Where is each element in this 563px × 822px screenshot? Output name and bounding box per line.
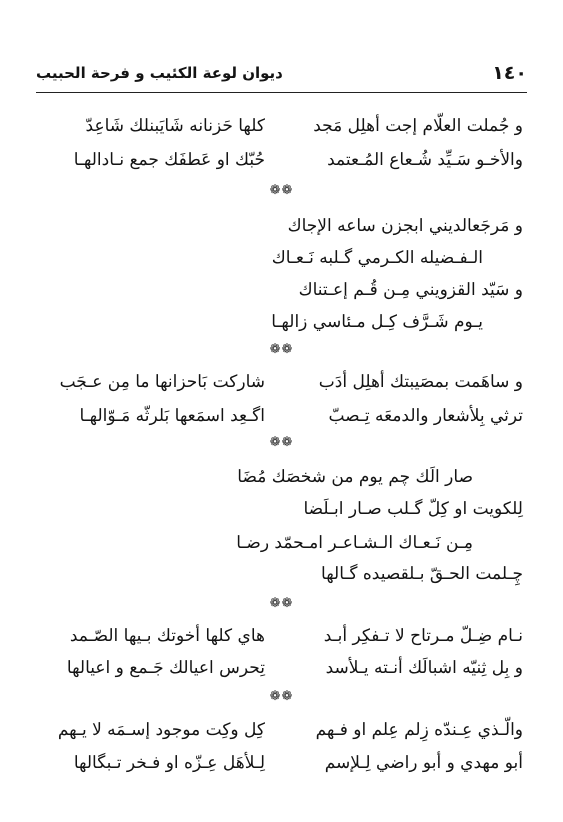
verse-first-hemistich: نـام ضِـلّ مـرتاح لا تـفكِر أبـد	[323, 626, 523, 646]
verse-second-hemistich: كِل وكِت موجود إسـمَه لا يـهم	[57, 720, 265, 740]
page-number: ١٤٠	[492, 62, 527, 84]
verse-line	[40, 404, 523, 430]
running-header	[36, 60, 527, 90]
verse-first-hemistich: و ساهَمت بمصَيبتك أهلِل أدَب	[318, 372, 523, 392]
stanza-divider-ornament: ❁❁	[269, 435, 294, 450]
verse-line	[40, 718, 523, 744]
verse-first-hemistich: أبو مهدي و أبو راضي لِـلإسم	[324, 753, 523, 773]
poem-line: و مَرجَعالديني ابجزن ساعه الإجاك	[287, 216, 523, 236]
verse-line	[40, 148, 523, 174]
stanza-divider-ornament: ❁❁	[269, 342, 294, 357]
verse-first-hemistich: والأخـو سَـيِّد شُـعاع المُـعتمد	[327, 150, 523, 170]
verse-second-hemistich: حُبّك او عَطفَك جمع نـادالهـا	[73, 150, 265, 170]
poem-line: لِلكويت او كِلّ گـلب صـار ابـلَضا	[303, 499, 523, 519]
verse-second-hemistich: كلها حَزنانه شَايَبنلك شَاعِدّ	[85, 116, 265, 136]
poem-line: الـفـضيله الكـرمي گـلبه نَـعـاك	[271, 248, 483, 268]
verse-second-hemistich: تِحرس اعيالك جَـمع و اعيالها	[66, 658, 265, 678]
verse-line	[40, 370, 523, 396]
verse-first-hemistich: ترثي بِلأشعار والدمعَه تِـصبّ	[328, 406, 523, 426]
stanza-divider-ornament: ❁❁	[269, 689, 294, 704]
verse-second-hemistich: اگـعِد اسمَعها بَلرثّه مَـوّالهـا	[79, 406, 265, 426]
stanza-divider-ornament: ❁❁	[269, 596, 294, 611]
poem-line: صار الَك چم يوم من شخصَك مُضَا	[237, 467, 473, 487]
verse-second-hemistich: لِـلأهَل عِـزّه او فـخر تـبگالها	[73, 753, 265, 773]
verse-first-hemistich: و جُملت العلّام إجت أهلِل مَجد	[313, 116, 523, 136]
verse-second-hemistich: شاركت بَاحزانها ما مِن عـجَب	[59, 372, 265, 392]
verse-line	[40, 751, 523, 777]
book-title: ديوان لوعة الكئيب و فرحة الحبيب	[36, 64, 283, 82]
verse-line	[40, 624, 523, 650]
verse-second-hemistich: هاي كلها أخوتك بـيها الصّـمد	[69, 626, 265, 646]
poem-line: چِـلمت الحـقّ بـلقصيده گـالها	[321, 564, 523, 584]
verse-first-hemistich: و بِل ثِنيّه اشبالَك أنـته يـلأسد	[325, 658, 523, 678]
stanza-divider-ornament: ❁❁	[269, 183, 294, 198]
verse-line	[40, 114, 523, 140]
poem-line: و سَيّد القزويني مِـن قُـم إعـتناك	[298, 280, 523, 300]
verse-line	[40, 656, 523, 682]
poem-line: مِـن نَـعـاك الـشـاعـر امـحمّد رضـا	[236, 533, 473, 553]
verse-first-hemistich: والّـذي عِـندّه زِلم عِلم او فـهم	[315, 720, 523, 740]
header-rule	[36, 92, 527, 93]
poem-line: يـوم شَـرَّف كِـل مـئاسي زالهـا	[271, 312, 483, 332]
